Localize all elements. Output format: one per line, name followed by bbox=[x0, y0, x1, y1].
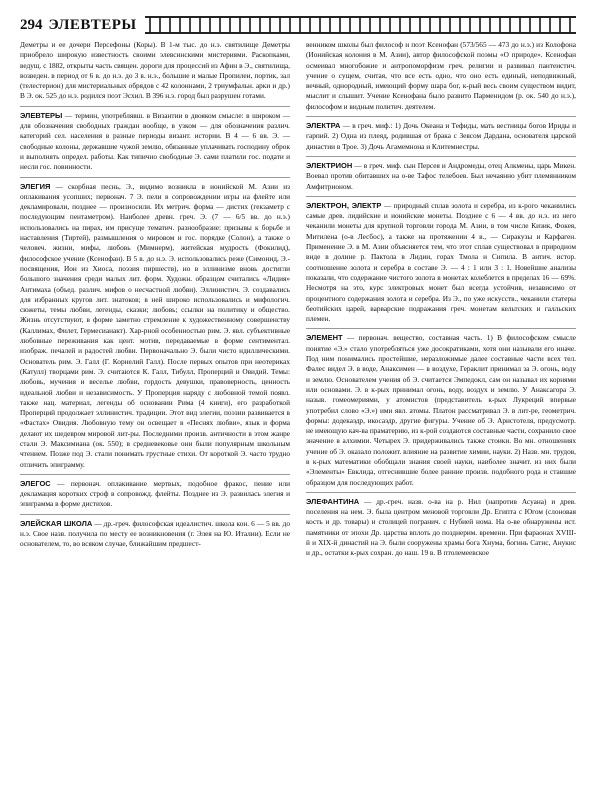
header-ornament bbox=[145, 16, 576, 34]
entry-eleutheroi bbox=[20, 106, 290, 173]
entry-text: — термин, употреблявш. в Византии в двояком смысле: в широком — для обозначения свободных граждан вообще, в узком — для обозначения различ. категорий сел. населения в разные периоды визант. истории. В 4 — 6 вв. Э. — свободные колоны, державшие чужой землю, обязанные уплачивать господину оброк и выполнять определ. работы. Как типично свободные Э. сами платили гос. подати и несли гос. повинности. bbox=[20, 110, 290, 172]
entry-text: — в греч. миф. сын Персея и Андромеды, отец Алкмены, царь Микен. Воевал против обитавших на о-ве Тафос телебоев. Был нечаянно убит племянником Амфитрионом. bbox=[306, 160, 576, 191]
entry-element bbox=[306, 328, 576, 487]
entry-text: — скорбная песнь, Э., видимо возникла в ионийской М. Азии из оплакивания усопших; первонач. 7 Э. пели в сопровождении игры на флейте или декламировали, позднее — произносили. Их метрич. форма — дистих (гекзаметр с последующим пентаметром). Наиболее древн. греч. Э. (7 — 6/5 вв. до н.э.) использовались на пирах, им присуще тематич. разнообразие: призывы к борьбе и наставления (Тиртей), размышления о мировом и гос. порядке (Солон), а также о человеч. жизни, мифы, любовь (Мимнерм), житейская мудрость (Фокилид), философское учение (Ксенофан). В 5 в. до н.э. Э. использовались реже (Симонид, Э.-посвящения, Ион из Хиоса, поэзия пиршеств), но в эллинизме вновь достигли большого значения среди малых лит. форм. Художн. образцом считались «Лидия» Антимаха (объед. различ. мифов о несчастной любви). Эллинистич. Э. создавались для избранных кругов лит. знатоков; в ней широко использовались и мифологич. сюжеты, темы любви, легенды, сказки; любовь; ссылки на политику и общество. Жизнь отсутствуют, в форме заметно стремление к художественному совершенству (Каллимах, Филет, Гермесианакт). Хар-рной особенностью рим. Э. явл. субъективные любовные переживания как цент. мотив, передаваемые в форме сентиментал. изображ. печалей и радостей любви. Первоначально Э. были чисто идиллическими. Основатель рим. Э. Галл (Г. Корнелий Галл). После первых опытов при неотериках (Катулл) творцами рим. Э. считаются К. Галл, Тибулл, Проперций и Овидий. Темы: любовь, мучения и веселье любви, гордость девушки, правоверность, ценность идеальной любви и независимость. У Проперция наряду с любовной темой появл. также нац. материал, легенды об основании Рима (4 книги), его разработкой Проперций продолжает эллинистич. традиции. Этот вид элегии, поэзии развивается в «Фастах» Овидия. Любовную тему он освещает в «Песнях любви», язык и форма делают их шедевром мировой лит-ры. Последними произв. античности в этом жанре стали Э. Максимиана (ок. 550); в средневековье они были популярным школьным чтением. Позже под Э. стали понимать грустные стихи. От короткой Э. часто трудно отличить эпиграмму. bbox=[20, 181, 290, 469]
entry-electrum bbox=[306, 196, 576, 325]
two-column-body bbox=[20, 40, 576, 563]
entry-headword: ЭЛЕМЕНТ bbox=[306, 333, 343, 343]
page-number: 294 bbox=[20, 16, 43, 33]
entry-headword: ЭЛЕВТЕРЫ bbox=[20, 110, 63, 120]
entry-text: — первонач. оплакивание мертвых, подобное фракос, пение или декламация коротких строф в сопровожд. флейты. Позднее из Э. развилась элегия и эпиграмма в форме дистихов. bbox=[20, 478, 290, 509]
entry-text: — др.-греч. философская идеалистич. школа кон. 6 — 5 вв. до н.э. Свое назв. получила по месту ее возникновения (г. Элея на Ю. Италии). Если не основателем, то, во всяком случае, ближайшим предшест- bbox=[20, 518, 290, 549]
entry-electryon bbox=[306, 156, 576, 192]
entry-text: — природный сплав золота и серебра, из к-рого чеканились самые древ. лидийские и ионийские монеты. Позднее с 6 — 4 вв. до н.э. из него чеканили монеты для крупной торговли города М. Азии, в том числе Кизик, Фокея, Митилена (о-в Лесбос), а также на протяжении 4 в., — Сиракузы и Карфаген. Применение Э. в М. Азии объясняется тем, что этот сплав существовал в природном виде в долине р. Пактола в Лидии, горах Тмола и Сипила. В антич. истор. соотношение золота и серебра в составе Э. — 4 : 1 или 3 : 1. Новейшие анализы показали, что содержание чистого золота в монетах колеблется в пределах 16 — 69%. Несмотря на это, курс электровых монет был всегда устойчив, независимо от процентного содержания золота и серебра. Из Э., по уже искусств., чеканили статеры беотийских царей, варварские подражания греч. монетам кельтских и галльских племен. bbox=[306, 200, 576, 324]
entry-headword: ЭЛЕГИЯ bbox=[20, 181, 51, 191]
entry-headword: ЭЛЕКТРОН, ЭЛЕКТР bbox=[306, 200, 382, 210]
entry-electra bbox=[306, 116, 576, 152]
left-column bbox=[20, 40, 290, 563]
entry-elephantine bbox=[306, 492, 576, 559]
entry-headword: ЭЛЕКТРА bbox=[306, 121, 341, 131]
entry-continuation-eleusis bbox=[20, 40, 290, 102]
entry-headword: ЭЛЕГОС bbox=[20, 478, 51, 488]
entry-headword: ЭЛЕКТРИОН bbox=[306, 160, 353, 170]
entry-elegy bbox=[20, 177, 290, 470]
entry-text: — др.-греч. назв. о-ва на р. Нил (напротив Асуана) и древ. поселения на нем. Э. была центром меновой торговли Др. Египта с Югом (слоновая кость и др. товары) и столицей погранич. с Нубией нома. На о-ве обнаружены ист. памятники от эпохи Др. царства вплоть до позднерим. времени. При фараонах XVIII-й и XIX-й династий на Э. были сооружены храмы бога Хнума, богинь Сатис, Анукис и др., остатки к-рых сохран. до наш. 19 в. В птолемеевское bbox=[306, 496, 576, 558]
entry-text: венником школы был философ и поэт Ксенофан (573/565 — 473 до н.э.) из Колофона (Ионийская колония в М. Азии), автор философской поэмы «О природе». Ксенофан осмеивал многобожие и антропоморфизм греч. религии и развивал пантеистич. учение о сущем, считая, что все есть одно, что оно есть единый, неподвижный, вечный, однородный, имеющий форму шара бог, к-рый весь своим существом видит, мыслит и слышит. Учение Ксенофана было развито Парменидом (р. ок. 540 до н.э.), философом и видным политич. деятелем. bbox=[306, 40, 576, 111]
entry-headword: ЭЛЕЙСКАЯ ШКОЛА bbox=[20, 518, 93, 528]
right-column bbox=[306, 40, 576, 563]
entry-headword: ЭЛЕФАНТИНА bbox=[306, 496, 360, 506]
entry-eleatic-school bbox=[20, 514, 290, 550]
entry-text: Деметры и ее дочери Персефоны (Коры). В 1-м тыс. до н.э. святилище Деметры приобрело широкую известность своими элевсинскими мистериями. Раскопками, ведущ. с 1882, открыты часть священ. дороги для процессий из Афин в Э., святилища, возведен. в период от 6 в. до н.э. до 3 в. н.э., большие и малые Пропилеи, портик, зал (телестерион) для мистериальных обрядов с 42 колоннами, 2 триумфальн. арки и др.) В Э. ок. 525 до н.э. родился поэт Эсхил. В 396 н.э. город был разрушен готами. bbox=[20, 40, 290, 101]
entry-elegos bbox=[20, 474, 290, 510]
running-title: ЭЛЕВТЕРЫ bbox=[48, 16, 137, 33]
entry-text: — первонач. вещество, составная часть. 1) В философском смысле понятие «Э.» стало употребляться уже досократиками, хотя они называли его иначе. Под ним понимались простейшие, неразложимые далее составные части всех тел. Фалес видел Э. в воде, Анаксимен — в воздухе, Гераклит принимал за Э. огонь, воду и землю. Основателем учения об Э. считается Эмпедокл, сам он называл их корнями или основами. Э. в к-рых принимал огонь, воду, воздух и землю. У Анаксагора Э. назыв. гомеомериями, у атомистов (представитель к-рых Лукреций впервые употребил слово «Э.») ими явл. атомы. Платон рассматривал Э. в лит-ре, геометрич. формы: додекаэдр, икосаэдр, другие фигуры. Учение об Э. Аристотеля, предусмотр. не имеющую кач-ва праматерию, из к-рой создаются составные части, сохранило свое значение в алхимии. Четырех Э. придерживались также стоики. Во мн. отношениях учение об Э. оказало положит. влияние на развитие химии, науки. 2) Назв. мн. трудов, в к-рых математики обобщали знания своей науки, наиболее значит. из них были «Элементы» Евклида, отгеснившие более ранние произв. подобного рода и ставшие образцом для последующих работ. bbox=[306, 333, 576, 487]
running-head bbox=[20, 14, 576, 36]
entry-continuation-eleatic bbox=[306, 40, 576, 112]
entry-text: — в греч. миф.: 1) Дочь Океана и Тефиды, мать вестницы богов Ириды и гарпий. 2) Одна из плеяд, родившая от брака с Зевсом Дардана, основателя царской династии в Трое. 3) Дочь Агамемнона и Клитемнестры. bbox=[306, 121, 576, 151]
